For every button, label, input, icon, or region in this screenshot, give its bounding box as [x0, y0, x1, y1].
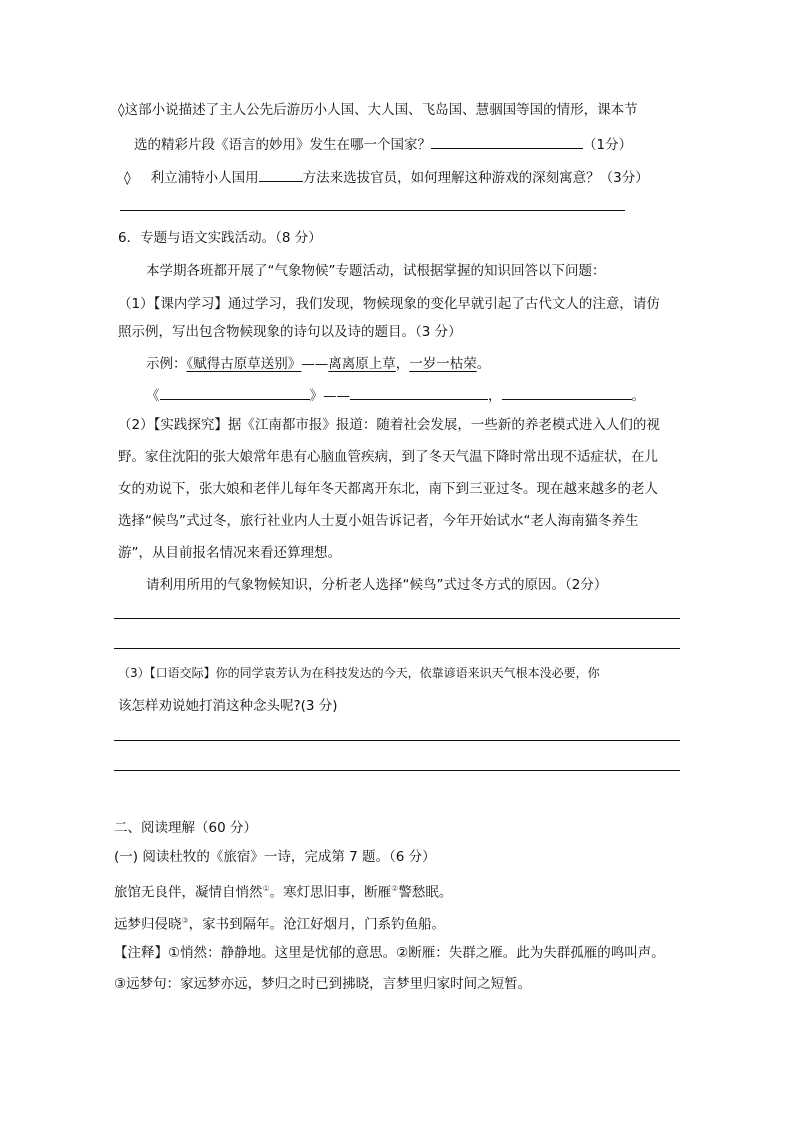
verse-blank-1[interactable] [350, 384, 488, 400]
q6-p3-line-2: 该怎样劝说她打消这种念头呢?(3 分) [118, 698, 338, 714]
poem-line-1b: 。寒灯思旧事，断雁 [269, 884, 392, 901]
q5-line-2 [134, 133, 632, 155]
annotation-line-1: 【注释】①悄然：静静地。这里是忧郁的意思。②断雁：失群之雁。此为失群孤雁的鸣叫声。 [114, 945, 665, 961]
example-verse-2: 一岁一枯荣 [409, 356, 477, 372]
poem-line-1c: 警愁眠。 [398, 884, 453, 901]
q6-p2-line-5: 游”，从目前报名情况来看还算理想。 [118, 545, 341, 561]
annotation-line-2: ③远梦句：家远梦亦远，梦归之时已到拂晓，言梦里归家时间之短暂。 [114, 976, 532, 992]
q6-intro: 本学期各班都开展了“气象物候”专题活动，试根据掌握的知识回答以下问题： [146, 263, 606, 279]
q6-p2-line-3: 女的劝说下，张大娘和老伴儿每年冬天都离开东北，南下到三亚过冬。现在越来越多的老人 [118, 481, 658, 497]
verse-blank-2[interactable] [502, 384, 632, 400]
poem-line-2b: ，家书到隔年。沧江好烟月，门系钓鱼船。 [188, 916, 446, 933]
example-comma: ， [395, 356, 410, 372]
q5-line-3-text-b: 方法来选拔官员，如何理解这种游戏的深刻寓意？（3分） [302, 170, 649, 186]
q5-line-2-score: （1分） [583, 137, 633, 153]
example-end: 。 [476, 356, 491, 372]
q6-p3-answer-line-2[interactable] [114, 770, 680, 771]
note-mark-2: ② [391, 884, 399, 893]
q6-p2-line-2: 野。家住沈阳的张大娘常年患有心脑血管疾病，到了冬天气温下降时常出现不适症状，在儿 [118, 449, 658, 465]
note-mark-1: ① [262, 884, 270, 893]
fill-close-bracket: 》—— [309, 388, 350, 404]
fill-open-bracket: 《 [146, 388, 160, 404]
q5-answer-line[interactable] [120, 210, 625, 211]
q6-title: 6．专题与语文实践活动。（8 分） [118, 230, 322, 246]
q5-answer-blank-2[interactable] [259, 166, 303, 182]
q6-p2-line-4: 选择“候鸟”式过冬，旅行社业内人士夏小姐告诉记者，今年开始试水“老人海南猫冬养生 [118, 513, 639, 529]
q6-p2-question: 请利用所用的气象物候知识，分析老人选择“候鸟”式过冬方式的原因。（2分） [146, 577, 608, 593]
q5-answer-blank-1[interactable] [431, 133, 583, 149]
q6-example [146, 354, 490, 374]
example-label: 示例： [146, 356, 187, 372]
fill-end: 。 [631, 388, 645, 404]
section-2-subtitle: (一) 阅读杜牧的《旅宿》一诗，完成第 7 题。（6 分） [114, 849, 436, 865]
poem-line-2 [114, 911, 445, 935]
example-poem-title: 《赋得古原草送别》 [186, 356, 302, 372]
q5-line-3 [124, 166, 649, 188]
q6-fill-line [146, 384, 645, 406]
example-dash: —— [301, 356, 329, 372]
poem-line-2a: 远梦归侵晓 [114, 916, 182, 933]
fill-comma: ， [488, 388, 502, 404]
poem-line-1a: 旅馆无良伴，凝情自悄然 [114, 884, 263, 901]
q6-p2-answer-line-2[interactable] [114, 648, 680, 649]
q5-line-3-text-a: 利立浦特小人国用 [150, 170, 259, 186]
q6-p3-answer-line-1[interactable] [114, 740, 680, 741]
q5-line-2-text: 选的精彩片段《语言的妙用》发生在哪一个国家？ [134, 137, 431, 153]
note-mark-3: ③ [181, 916, 189, 925]
q6-p2-line-1: （2）【实践探究】据《江南都市报》报道：随着社会发展，一些新的养老模式进入人们的视 [118, 417, 660, 433]
q5-bullet: ◊ [124, 170, 131, 186]
poem-title-blank[interactable] [160, 384, 310, 400]
q5-line-1: ◊这部小说描述了主人公先后游历小人国、大人国、飞岛国、慧骃国等国的情形，课本节 [118, 102, 638, 118]
q6-p1-line-1: （1）【课内学习】通过学习，我们发现，物候现象的变化早就引起了古代文人的注意，请仿 [118, 296, 660, 312]
q6-p1-line-2: 照示例，写出包含物候现象的诗句以及诗的题目。（3 分） [118, 324, 462, 340]
poem-line-1 [114, 879, 452, 903]
q6-p2-answer-line-1[interactable] [114, 618, 680, 619]
section-2-title: 二、阅读理解（60 分） [114, 820, 257, 836]
q6-p3-line-1: （3）【口语交际】你的同学袁芳认为在科技发达的今天，依靠谚语来识天气根本没必要，你 [118, 666, 600, 680]
example-verse-1: 离离原上草 [328, 356, 396, 372]
